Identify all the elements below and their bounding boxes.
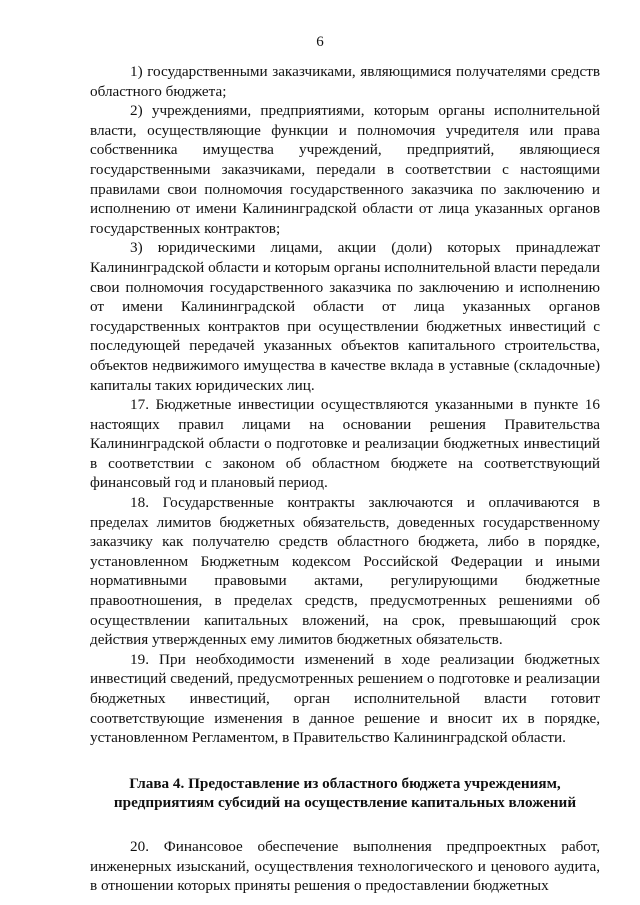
paragraph-18: 18. Государственные контракты заключаются и оплачиваются в пределах лимитов бюджетных обязательств, доведенных государственному заказчику как получателю средств областного бюджета, либо в порядке, установленном Бюджетным кодексом Российской Федерации и иными нормативными правовыми актами, регулирующими бюджетные правоотношения, в пределах средств, предусмотренных решениями об осуществлении капитальных вложений, на срок, превышающий срок действия утвержденных ему лимитов бюджетных обязательств. bbox=[90, 494, 600, 649]
paragraph-item-3: 3) юридическими лицами, акции (доли) которых принадлежат Калининградской области и которым органы исполнительной власти передали свои полномочия государственного заказчика по заключению и исполнению от имени Калининградской области от лица указанных органов государственных контрактов при осуществлении бюджетных инвестиций с последующей передачей указанных объектов капитального строительства, объектов недвижимого имущества в качестве вклада в уставные (складочные) капиталы таких юридических лиц. bbox=[90, 239, 600, 394]
paragraph-19: 19. При необходимости изменений в ходе реализации бюджетных инвестиций сведений, предусмотренных решением о подготовке и реализации бюджетных инвестиций, орган исполнительной власти готовит соответствующие изменения в данное решение и вносит их в порядке, установленном Регламентом, в Правительство Калининградской области. bbox=[90, 650, 600, 747]
paragraph-17: 17. Бюджетные инвестиции осуществляются указанными в пункте 16 настоящих правил лицами на основании решения Правительства Калининградской области о подготовке и реализации бюджетных инвестиций в соответствии с законом об областном бюджете на соответствующий финансовый год и плановый период. bbox=[90, 396, 600, 492]
chapter-heading bbox=[90, 774, 600, 813]
body-text bbox=[90, 62, 600, 896]
chapter-heading-line-1: Глава 4. Предоставление из областного бюджета учреждениям, bbox=[129, 774, 561, 792]
chapter-heading-line-2: предприятиям субсидий на осуществление капитальных вложений bbox=[113, 794, 577, 812]
paragraph-item-1: 1) государственными заказчиками, являющимися получателями средств областного бюджета; bbox=[90, 63, 600, 100]
paragraph-item-2: 2) учреждениями, предприятиями, которым органы исполнительной власти, осуществляющие функции и полномочия учредителя или права собственника имущества учреждений, предприятий, являющиеся государственными заказчиками, передали в соответствии с настоящими правилами свои полномочия государственного заказчика по заключению и исполнению от имени Калининградской области от лица указанных органов государственных контрактов; bbox=[90, 102, 600, 237]
paragraph-20: 20. Финансовое обеспечение выполнения предпроектных работ, инженерных изысканий, осуществления технологического и ценового аудита, в отношении которых приняты решения о предоставлении бюджетных bbox=[90, 837, 600, 895]
page-number: 6 bbox=[316, 34, 324, 50]
